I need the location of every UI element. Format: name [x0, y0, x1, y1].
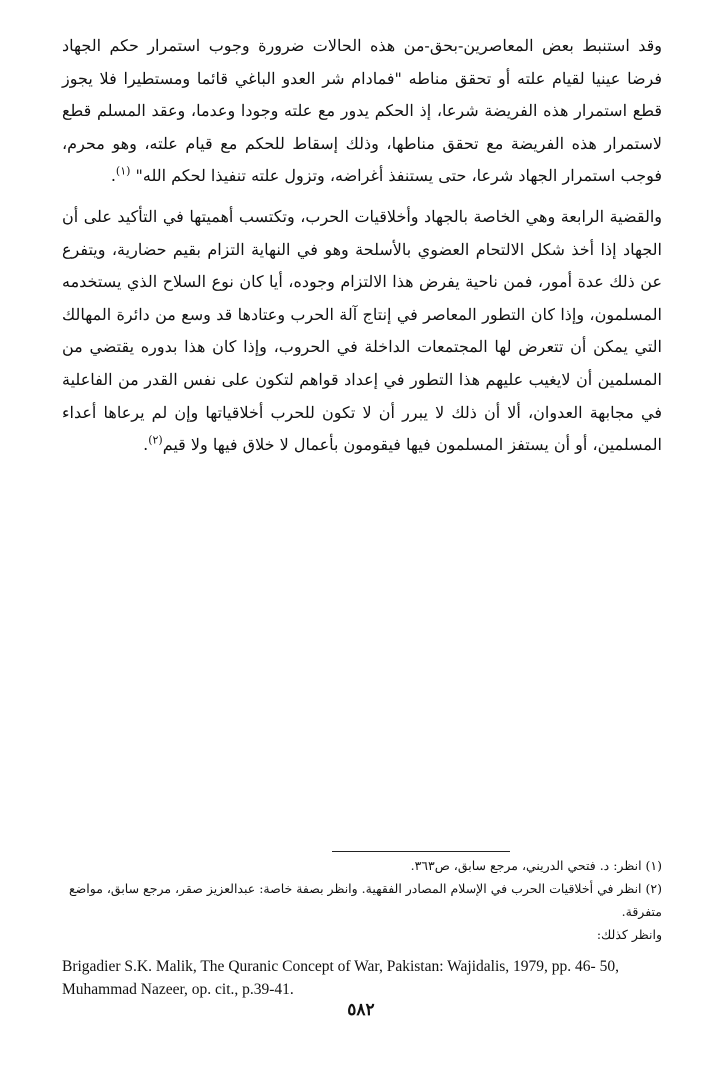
footnote-2-continued: وانظر كذلك: [596, 927, 662, 942]
footnotes [62, 854, 662, 946]
page-number: ٥٨٢ [347, 1000, 375, 1020]
footnote-separator [332, 851, 510, 852]
paragraph-1 [62, 30, 662, 193]
paragraph-2-end: . [143, 435, 149, 455]
footnote-ref-1: (١) [115, 165, 131, 179]
footnote-latin-reference: Brigadier S.K. Malik, The Quranic Concept of War, Pakistan: Wajidalis, 1979, pp. 46- 50, Muhammad Nazeer, op. cit., p.39-41. [62, 958, 619, 998]
paragraph-2-text: والقضية الرابعة وهي الخاصة بالجهاد وأخلاقيات الحرب، وتكتسب أهميتها في التأكيد على أن الجهاد إذا أخذ شكل الالتحام العضوي بالأسلحة وهو في النهاية التزام بقيم حضارية، ويتفرع عن ذلك عدة أمور، فمن ناحية يفرض هذا الالتزام وجوده، أيا كان نوع السلاح الذي يستخدمه المسلمون، وإذا كان التطور المعاصر في إنتاج آلة الحرب وعتادها قد وسع من دائرة المهالك التي يمكن أن تتعرض لها المجتمعات الداخلة في الحروب، وإذا كان هذا بدوره يقتضي من المسلمين أن لايغيب عليهم هذا التطور في إعداد قواهم لتكون على نفس القدر من الفاعلية في مجابهة العدوان، ألا أن ذلك لا يبرر أن لا تكون للحرب أخلاقياتها وإن لم يرعاها أعداء المسلمين، أو أن يستفز المسلمون فيها فيقومون بأعمال لا خلاق فيها ولا قيم [62, 206, 662, 455]
footnote-1: (١) انظر: د. فتحي الدريني، مرجع سابق، ص٣٦٣. [410, 858, 662, 873]
paragraph-2 [62, 201, 662, 462]
paragraph-1-end: . [110, 166, 116, 186]
footnote-ref-2: (٢) [148, 433, 163, 447]
footnote-2: (٢) انظر في أخلاقيات الحرب في الإسلام المصادر الفقهية. وانظر بصفة خاصة: عبدالعزيز صقر، مرجع سابق، مواضع متفرقة. [69, 881, 662, 919]
paragraph-1-text: وقد استنبط بعض المعاصرين-بحق-من هذه الحالات ضرورة وجوب استمرار حكم الجهاد فرضا عينيا لقيام علته أو تحقق مناطه "فمادام شر العدو الباغي قائما ومستطيرا فلا يجوز قطع استمرار هذه الفريضة شرعا، إذ الحكم يدور مع علته وجودا وعدما، وعقد المسلم قطع لاستمرار هذه الفريضة مع تحقق مناطها، وذلك إسقاط للحكم مع قيام علته، وهو محرم، فوجب استمرار الجهاد شرعا، حتى يستنفذ أغراضه، وتزول علته تنفيذا لحكم الله" [62, 36, 663, 186]
main-text [62, 30, 662, 462]
